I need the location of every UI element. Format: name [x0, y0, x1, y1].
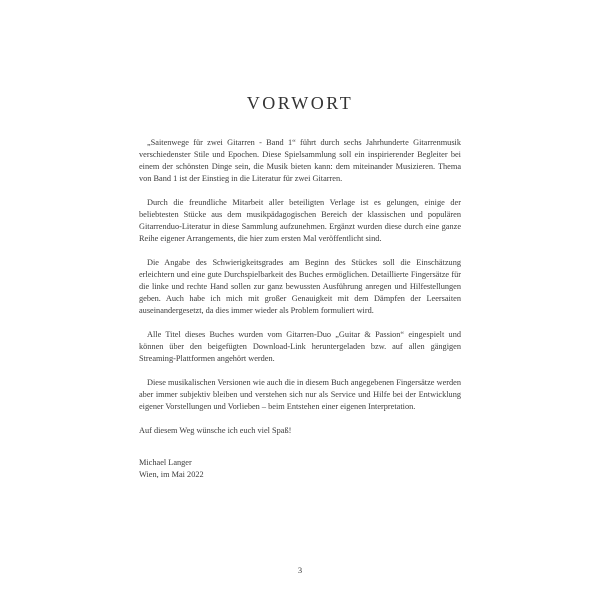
- page-title: VORWORT: [246, 93, 354, 113]
- place-date: Wien, im Mai 2022: [139, 470, 204, 479]
- signature-block: [139, 457, 204, 481]
- paragraph-1: „Saitenwege für zwei Gitarren - Band 1“ führt durch sechs Jahrhunderte Gitarrenmusik verschiedenster Stile und Epochen. Diese Spielsammlung soll ein inspirierender Begleiter bei einem der schönsten Dinge sein, die Musik bieten kann: dem miteinander Musizieren. Thema von Band 1 ist der Einstieg in die Literatur für zwei Gitarren.: [139, 138, 461, 183]
- paragraph-2: Durch die freundliche Mitarbeit aller beteiligten Verlage ist es gelungen, einige der beliebtesten Stücke aus dem musikpädagogischen Bereich der klassischen und populären Gitarrenduo-Literatur in diese Sammlung aufzunehmen. Ergänzt wurden diese durch eine ganze Reihe eigener Arrangements, die hier zum ersten Mal veröffentlicht sind.: [139, 198, 461, 243]
- author-name: Michael Langer: [139, 458, 192, 467]
- paragraph-closing: Auf diesem Weg wünsche ich euch viel Spaß!: [139, 426, 292, 435]
- paragraph-3: Die Angabe des Schwierigkeitsgrades am Beginn des Stückes soll die Einschätzung erleichtern und eine gute Durchspielbarkeit des Buches ermöglichen. Detaillierte Fingersätze für die linke und rechte Hand sollen zur ganz bewussten Ausführung anregen und Hilfestellungen geben. Auch habe ich mich mit großer Genauigkeit mit dem Dämpfen der Leersaiten auseinandergesetzt, da dies immer wieder als Problem formuliert wird.: [139, 258, 461, 315]
- preface-body: [139, 137, 461, 449]
- paragraph-4: Alle Titel dieses Buches wurden vom Gitarren-Duo „Guitar & Passion“ eingespielt und können über den beigefügten Download-Link heruntergeladen bzw. auf allen gängigen Streaming-Plattformen angehört werden.: [139, 330, 461, 363]
- page-number: 3: [297, 565, 303, 575]
- paragraph-5: Diese musikalischen Versionen wie auch die in diesem Buch angegebenen Fingersätze werden aber immer subjektiv bleiben und verstehen sich nur als Service und Hilfe bei der Entwicklung eigener Vorstellungen und Vorlieben – beim Entstehen einer eigenen Interpretation.: [139, 378, 461, 411]
